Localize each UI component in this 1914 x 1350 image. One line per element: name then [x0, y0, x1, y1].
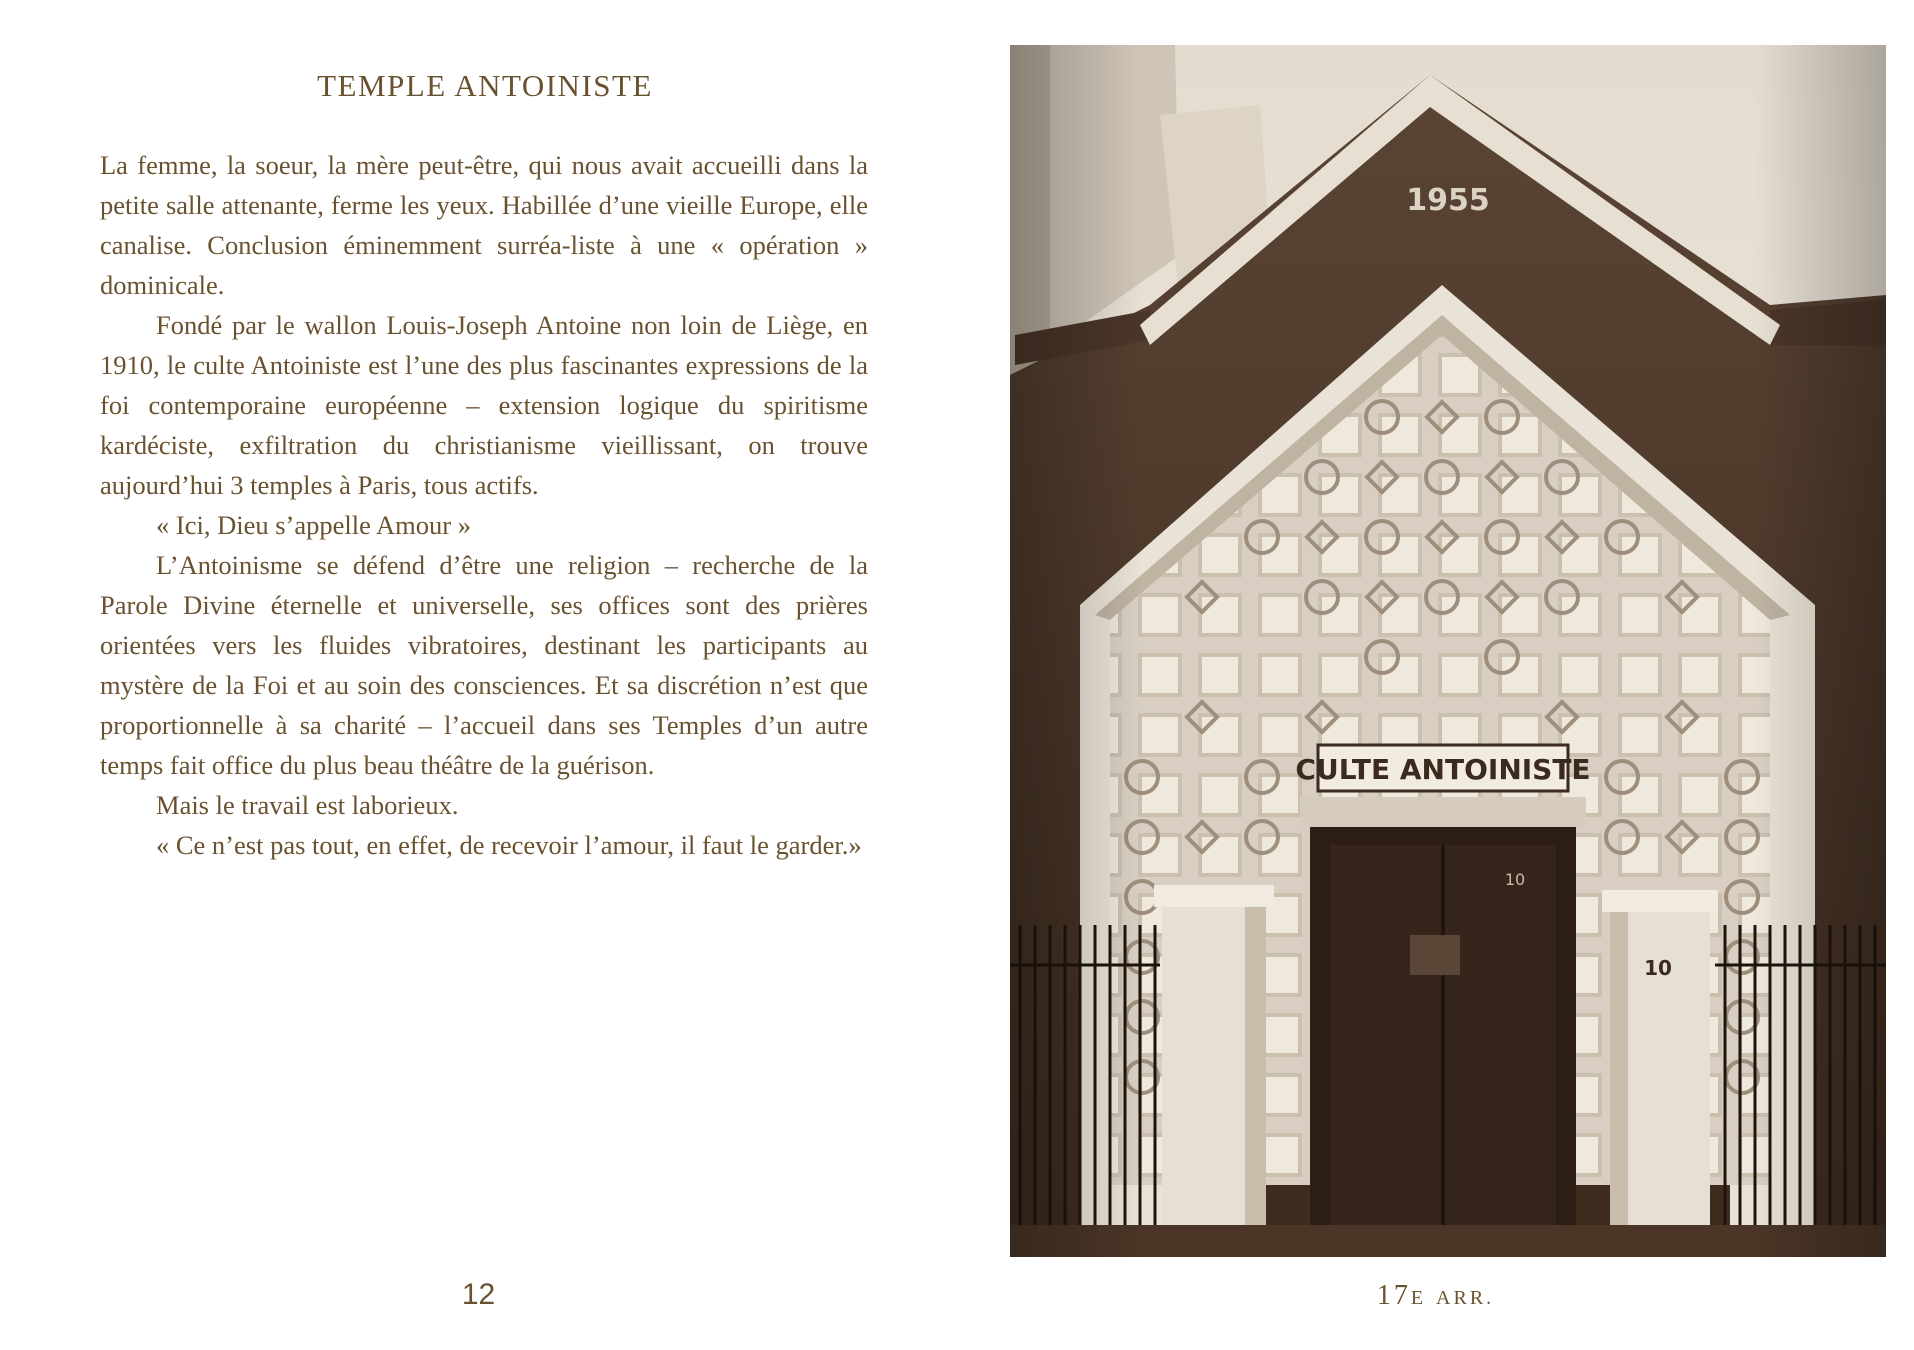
body-text [100, 145, 868, 865]
arr-suffix: E [1410, 1287, 1427, 1309]
paragraph: L’Antoinisme se défend d’être une religion – recherche de la Parole Divine éternelle et universelle, ses offices sont des prières orientées vers les fluides vibratoires, destinant les participants au mystère de la Foi et au soin des consciences. Et sa discrétion n’est que proportionnelle à sa charité – l’accueil dans ses Temples d’un autre temps fait office du plus beau théâtre de la guérison. [100, 550, 868, 780]
page-title: TEMPLE ANTOINISTE [317, 68, 653, 103]
paragraph: Mais le travail est laborieux. [156, 790, 459, 820]
page-number: 12 [461, 1278, 496, 1311]
arr-number: 17 [1376, 1280, 1411, 1311]
arr-text: ARR. [1436, 1287, 1495, 1309]
paragraph: Fondé par le wallon Louis-Joseph Antoine non loin de Liège, en 1910, le culte Antoiniste est l’une des plus fascinantes expressions de la foi contemporaine européenne – extension logique du spiritisme kardéciste, exfiltration du christianisme vieillissant, on trouve aujourd’hui 3 temples à Paris, tous actifs. [100, 310, 868, 500]
arrondissement-label [957, 1280, 1914, 1312]
paragraph: « Ce n’est pas tout, en effet, de recevoir l’amour, il faut le garder.» [156, 830, 862, 860]
paragraph: La femme, la soeur, la mère peut-être, qui nous avait accueilli dans la petite salle attenante, ferme les yeux. Habillée d’une vieille Europe, elle canalise. Conclusion éminemment surréa-liste à une « opération » dominicale. [100, 150, 868, 300]
temple-photo [1010, 45, 1886, 1257]
paragraph: « Ici, Dieu s’appelle Amour » [156, 510, 471, 540]
right-page [957, 0, 1914, 1350]
